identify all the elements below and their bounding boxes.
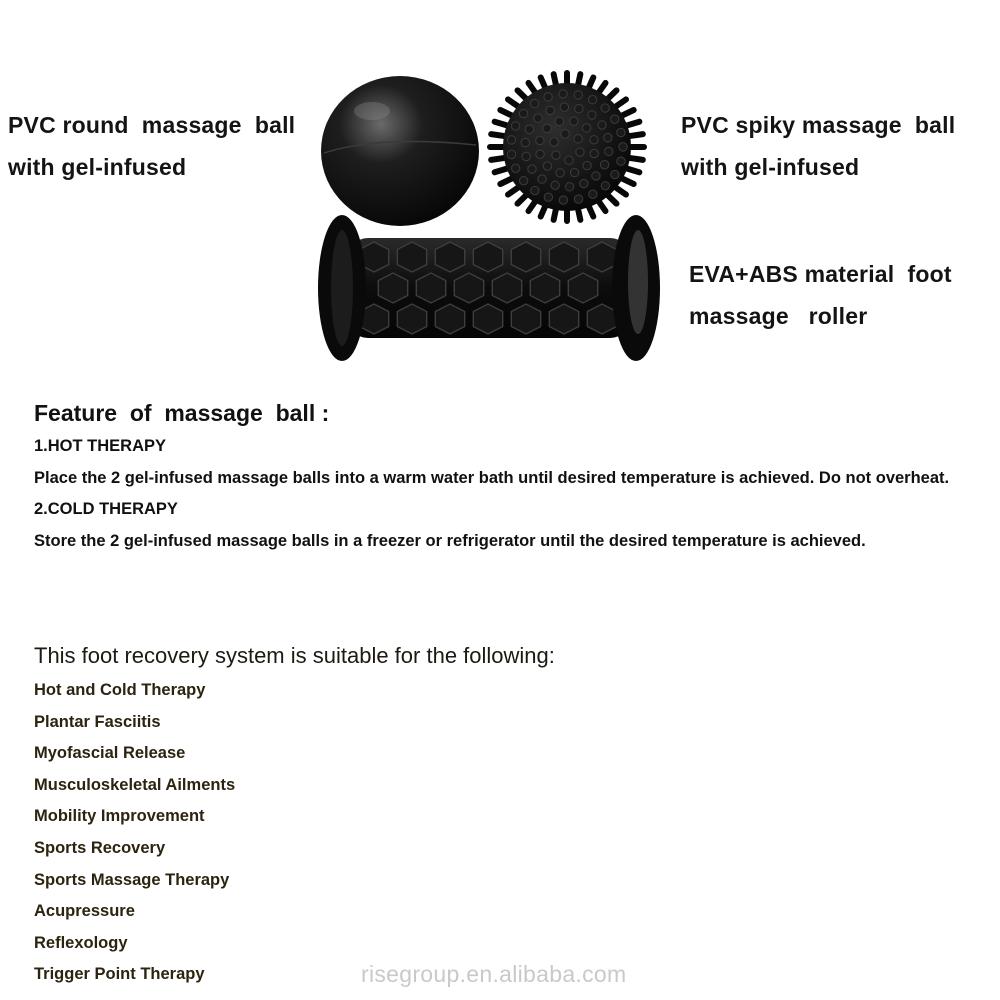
round-ball-label bbox=[8, 104, 295, 188]
list-item: Mobility Improvement bbox=[34, 807, 205, 826]
foot-roller-label bbox=[689, 253, 952, 337]
foot-massage-roller-image bbox=[318, 212, 660, 364]
list-item: Plantar Fasciitis bbox=[34, 712, 161, 731]
spiky-ball-label-line1: PVC spiky massage ball bbox=[681, 112, 956, 138]
foot-roller-label-line2: massage roller bbox=[689, 303, 868, 329]
list-item: Hot and Cold Therapy bbox=[34, 681, 206, 699]
cold-therapy-text: Store the 2 gel-infused massage balls in a freezer or refrigerator until the desired temperature is achieved. bbox=[34, 531, 866, 550]
list-item: Reflexology bbox=[34, 933, 128, 952]
uses-list bbox=[34, 675, 974, 991]
suitable-section bbox=[34, 637, 974, 991]
cold-therapy-heading: 2.COLD THERAPY bbox=[34, 500, 178, 518]
list-item: Trigger Point Therapy bbox=[34, 965, 205, 984]
list-item: Sports Massage Therapy bbox=[34, 870, 230, 889]
hot-therapy-heading: 1.HOT THERAPY bbox=[34, 437, 167, 455]
list-item: Musculoskeletal Ailments bbox=[34, 775, 236, 794]
feature-title: Feature of massage ball : bbox=[34, 400, 330, 426]
foot-roller-label-line1: EVA+ABS material foot bbox=[689, 261, 952, 287]
spiky-massage-ball-image bbox=[484, 68, 650, 226]
spiky-ball-label-line2: with gel-infused bbox=[681, 154, 860, 180]
feature-section bbox=[34, 395, 984, 557]
list-item: Sports Recovery bbox=[34, 838, 166, 857]
list-item: Myofascial Release bbox=[34, 744, 186, 763]
spiky-ball-label bbox=[681, 104, 955, 188]
round-ball-label-line2: with gel-infused bbox=[8, 154, 187, 180]
list-item: Acupressure bbox=[34, 902, 135, 921]
watermark: risegroup.en.alibaba.com bbox=[361, 961, 627, 987]
round-massage-ball-image bbox=[320, 75, 480, 227]
hot-therapy-text: Place the 2 gel-infused massage balls into a warm water bath until desired temperature is achieved. Do not overheat. bbox=[34, 468, 950, 487]
suitable-title: This foot recovery system is suitable for the following: bbox=[34, 643, 555, 668]
round-ball-label-line1: PVC round massage ball bbox=[8, 112, 296, 138]
